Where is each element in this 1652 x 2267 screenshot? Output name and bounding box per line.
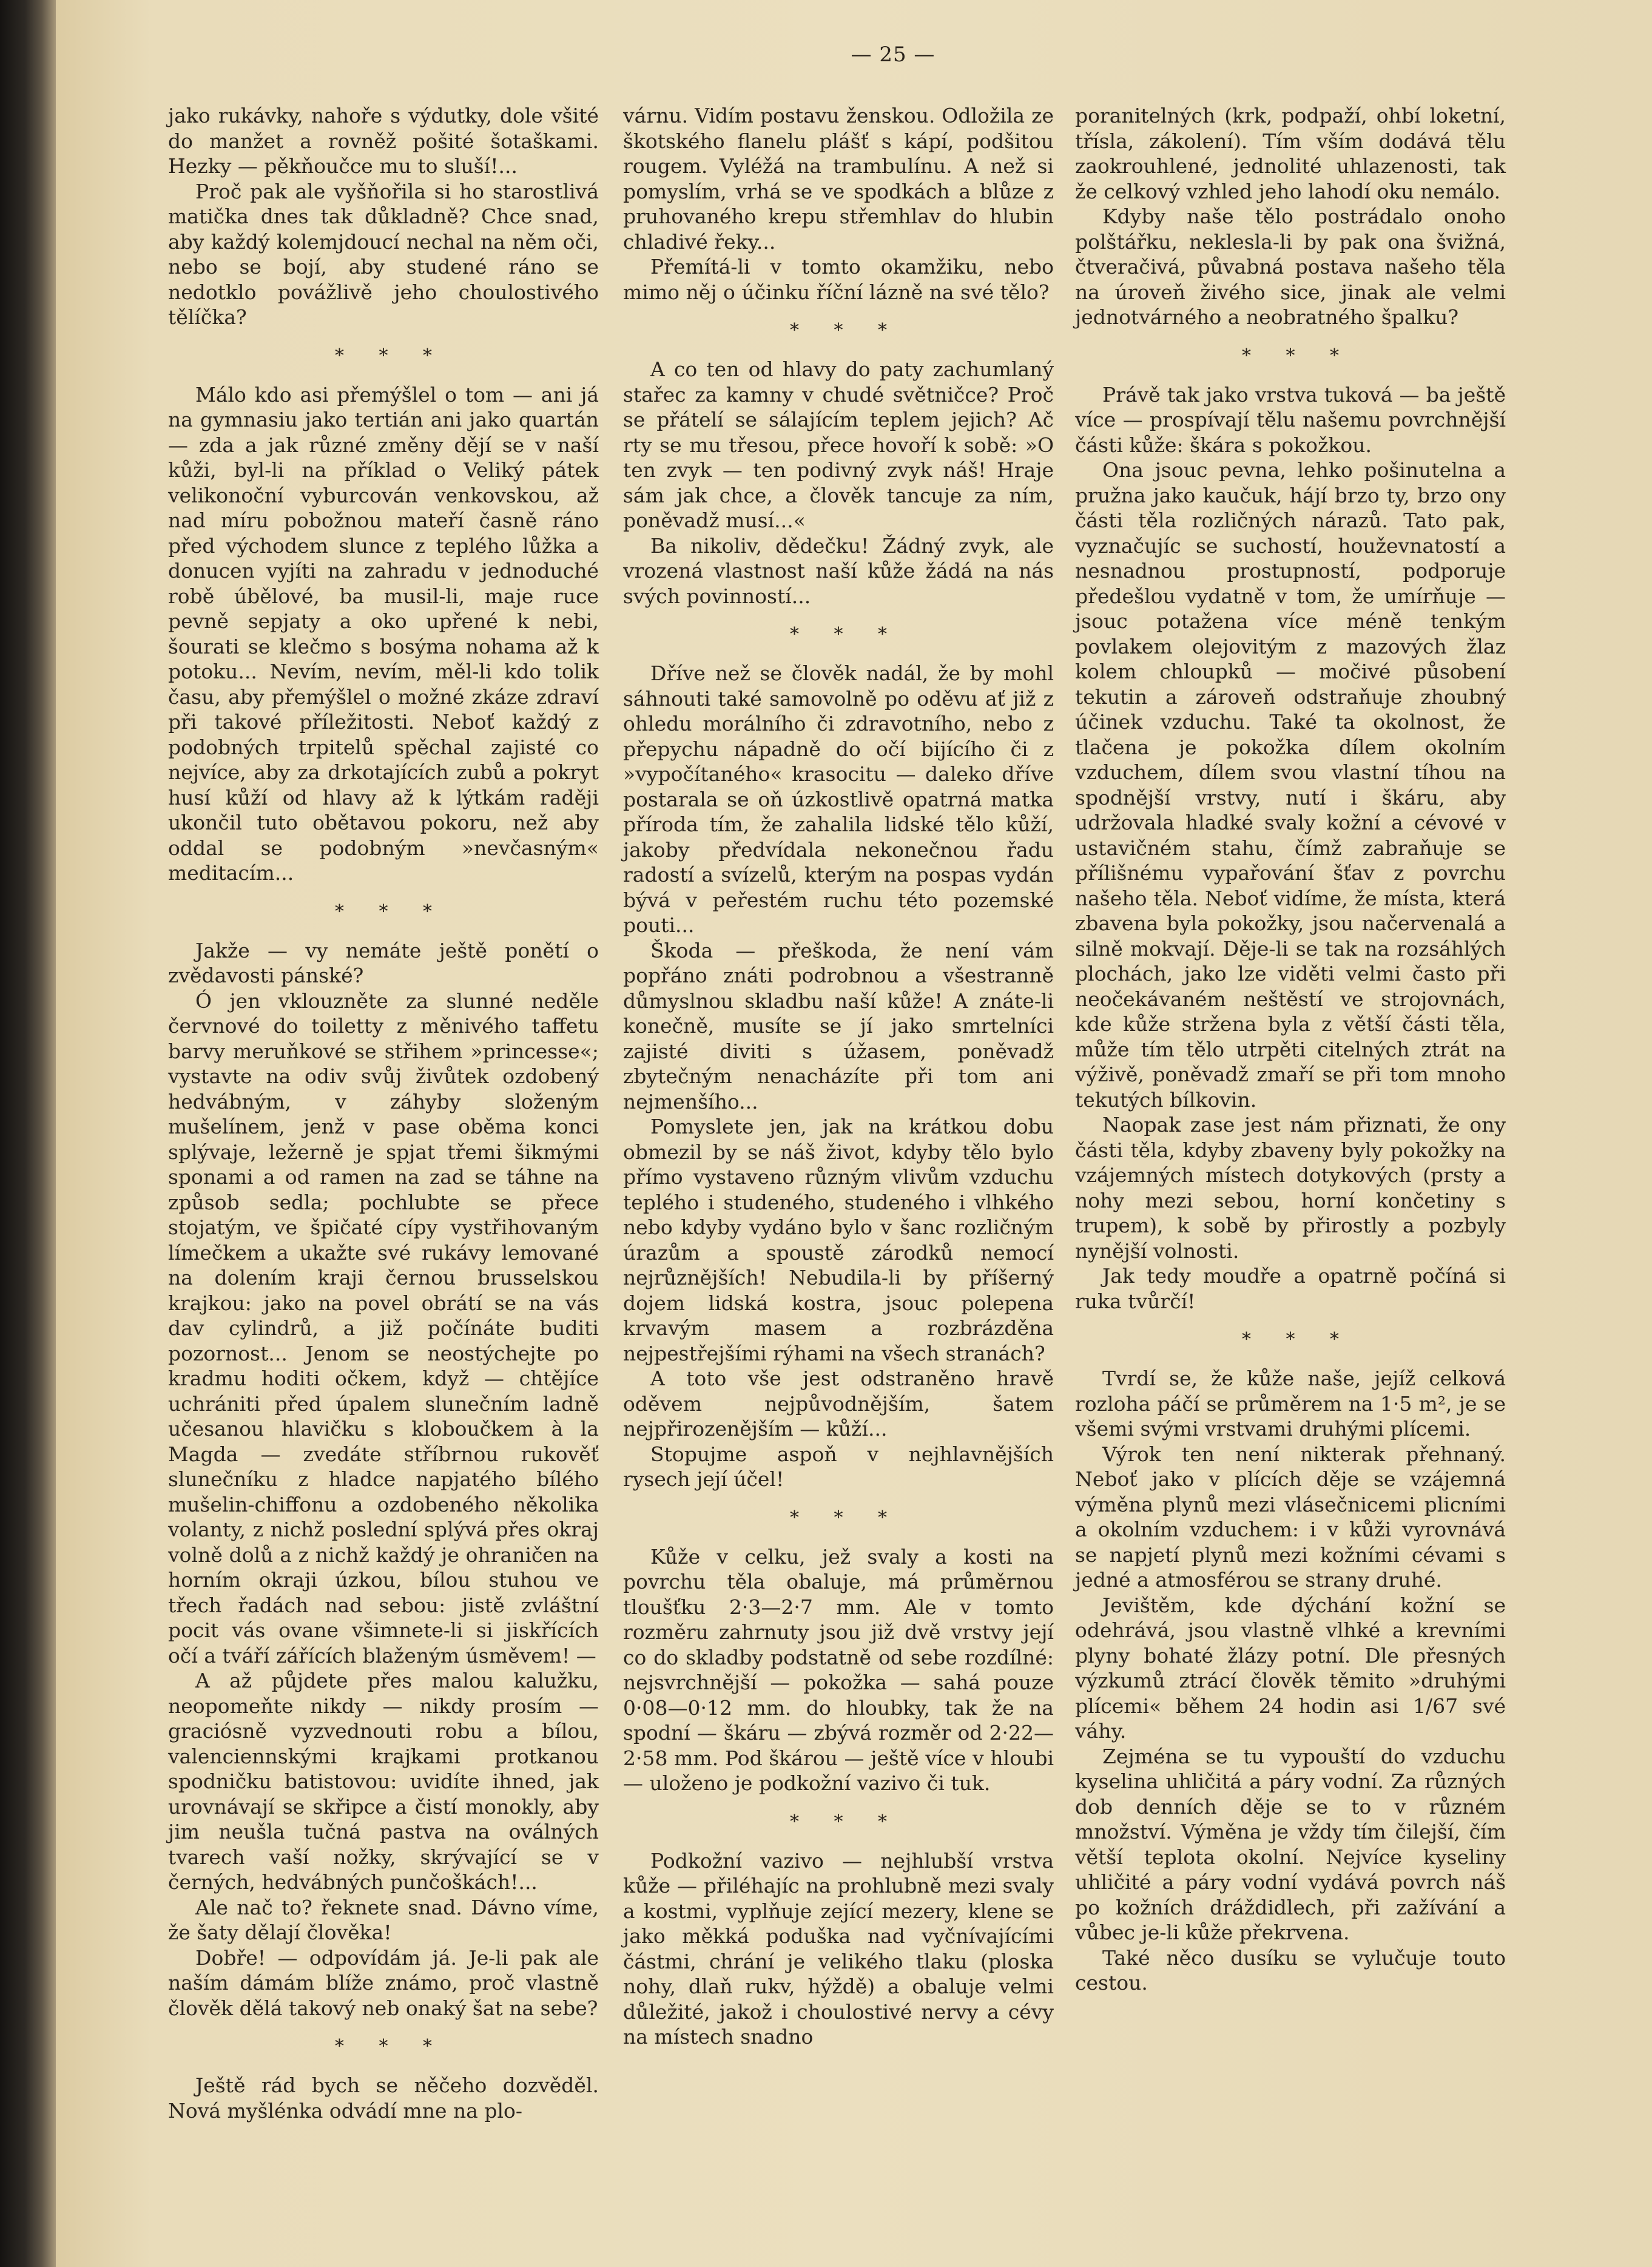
paragraph: Jak tedy moudře a opatrně počíná si ruka tvůrčí! (1075, 1264, 1506, 1313)
paragraph: Dobře! — odpovídám já. Je-li pak ale naším dámám blíže známo, proč vlastně člověk dělá takový neb onaký šat na sebe? (168, 1945, 599, 2020)
paragraph: Málo kdo asi přemýšlel o tom — ani já na gymnasiu jako tertián ani jako quartán — zda a jak různé změny dějí se v naší kůži, byl-li na příklad o Veliký pátek velikonoční vyburcován venkovskou, až nad míru pobožnou mateří časně ráno před východem slunce z teplého lůžka a donucen vyjíti na zahradu v jednoduché robě úbělové, ba musil-li, maje ruce pevně sepjaty a oko upřené k nebi, šourati se klečmo s bosýma nohama až k potoku... Nevím, nevím, měl-li kdo tolik času, aby přemýšlel o možné zkáze zdraví při takové příležitosti. Neboť každý z podobných trpitelů spěchal zajisté co nejvíce, aby za drkotajících zubů a pokryt husí kůží od hlavy až k lýtkám raději ukončil tuto obětavou pokoru, než aby oddal se podobným »nevčasným« meditacím... (168, 382, 599, 885)
paragraph: Stopujme aspoň v nejhlavnějších rysech její účel! (623, 1442, 1054, 1491)
paragraph: Ještě rád bych se něčeho dozvěděl. Nová myšlénka odvádí mne na plo- (168, 2073, 599, 2123)
paragraph: Ona jsouc pevna, lehko pošinutelna a pružna jako kaučuk, hájí brzo ty, brzo ony části těla rozličných nárazů. Tato pak, vyznačujíc se suchostí, houževnatostí a nesnadnou prostupností, podporuje předešlou vydatně v tom, že umírňuje — jsouc potažena více méně tenkým povlakem olejovitým z mazových žlaz kolem chloupků — močivé působení tekutin a zároveň odstraňuje zhoubný účinek vzduchu. Také ta okolnost, že tlačena je pokožka dílem okolním vzduchem, dílem svou vlastní tíhou na spodnější vrstvy, nutí i škáru, aby udržovala hladké svaly kožní a cévové v ustavičném stahu, čímž zabraňuje se přílišnému vypařování šťav z povrchu našeho těla. Neboť vidíme, že místa, která zbavena byla pokožky, jsou načervenalá a silně mokvají. Děje-li se tak na rozsáhlých plochách, jako lze viděti velmi často při neočekávaném neštěstí ve strojovnách, kde kůže stržena byla z větší části těla, může tím tělo utrpěti citelných ztrát na výživě, poněvadž zmaří se při tom mnoho tekutých bílkovin. (1075, 458, 1506, 1112)
paragraph: Naopak zase jest nám přiznati, že ony části těla, kdyby zbaveny byly pokožky na vzájemných místech dotykových (prsty a nohy mezi sebou, horní končetiny s trupem), k sobě by přirostly a pozbyly nynější volnosti. (1075, 1113, 1506, 1263)
section-separator: * * * (1241, 1329, 1354, 1350)
section-separator: * * * (789, 1811, 902, 1833)
paragraph: jako rukávky, nahoře s výdutky, dole všité do manžet a rovněž pošité šotaškami. Hezky — pěkňoučce mu to sluší!... (168, 104, 599, 178)
paragraph: A toto vše jest odstraněno hravě oděvem nejpůvodnějším, šatem nejpřirozenějším — kůží... (623, 1367, 1054, 1441)
paragraph: Jakže — vy nemáte ještě ponětí o zvědavosti pánské? (168, 938, 599, 987)
paragraph: Výrok ten není nikterak přehnaný. Neboť jako v plících děje se vzájemná výměna plynů mezi vlásečnicemi plicními a okolním vzduchem: i v kůži vyrovnává se napjetí plynů mezi kožními cévami s jedné a atmosférou se strany druhé. (1075, 1442, 1506, 1592)
paragraph: A co ten od hlavy do paty zachumlaný stařec za kamny v chudé světničce? Proč se přátelí se sálajícím teplem jejich? Ač rty se mu třesou, přece hovoří k sobě: »O ten zvyk — ten podivný zvyk náš! Hraje sám jak chce, a člověk tancuje za ním, poněvadž musí...« (623, 357, 1054, 532)
section-separator: * * * (334, 900, 447, 922)
paragraph: Dříve než se člověk nadál, že by mohl sáhnouti také samovolně po oděvu ať již z ohledu morálního či zdravotního, nebo z přepychu nápadně do očí bijícího či z »vypočítaného« krasocitu — daleko dříve postarala se oň úzkostlivě opatrná matka příroda tím, že zahalila lidské tělo kůží, jakoby předvídala nekonečnou řadu radostí a svízelů, kterým na pospas vydán bývá v peřestém ruchu této pozemské pouti... (623, 661, 1054, 937)
page (56, 0, 1652, 2267)
paragraph: Ale nač to? řeknete snad. Dávno víme, že šaty dělají člověka! (168, 1895, 599, 1944)
paragraph: várnu. Vidím postavu ženskou. Odložila ze škotského flanelu plášť s kápí, podšitou rougem. Vyléžá na trambulínu. A než si pomyslím, vrhá se ve spodkách a blůze z pruhovaného krepu střemhlav do hlubin chladivé řeky... (623, 104, 1054, 254)
paragraph: Kdyby naše tělo postrádalo onoho polštářku, neklesla-li by pak ona švižná, čtveračivá, půvabná postava našeho těla na úroveň živého sice, jinak ale velmi jednotvárného a neobratného špalku? (1075, 204, 1506, 329)
column-2 (623, 103, 1054, 2050)
section-separator: * * * (789, 1507, 902, 1529)
paragraph: Také něco dusíku se vylučuje touto cestou. (1075, 1945, 1506, 1995)
paragraph: Podkožní vazivo — nejhlubší vrstva kůže — přiléhajíc na prohlubně mezi svaly a kostmi, vyplňuje zející mezery, klene se jako měkká poduška nad vyčnívajícími částmi, chrání je velikého tlaku (ploska nohy, dlaň rukv, hýždě) a obaluje velmi důležité, jakož i choulostivé nervy a cévy na místech snadno (623, 1848, 1054, 2049)
paragraph: Zejména se tu vypouští do vzduchu kyselina uhličitá a páry vodní. Za různých dob denních děje se to v různém množství. Výměna je vždy tím čilejší, čím větší teplota okolní. Nejvíce kyseliny uhličité a páry vodní vydává povrch náš po kožních dráždidlech, při zažívání a vůbec je-li kůže překrvena. (1075, 1744, 1506, 1944)
paragraph: Proč pak ale vyšňořila si ho starostlivá matička dnes tak důkladně? Chce snad, aby každý kolemjdoucí nechal na něm oči, nebo se bojí, aby studené ráno se nedotklo povážlivě jeho choulostivého tělíčka? (168, 179, 599, 329)
paragraph: Ba nikoliv, dědečku! Žádný zvyk, ale vrozená vlastnost naší kůže žádá na nás svých povinností... (623, 533, 1054, 608)
column-1 (168, 103, 599, 2123)
paragraph: Právě tak jako vrstva tuková — ba ještě více — prospívají tělu našemu povrchnější části kůže: škára s pokožkou. (1075, 382, 1506, 457)
paragraph: Jevištěm, kde dýchání kožní se odehrává, jsou vlastně vlhké a krevními plyny bohaté žlázy potní. Dle přesných výzkumů ztrácí člověk těmito »druhými plícemi« během 24 hodin asi 1/67 své váhy. (1075, 1593, 1506, 1743)
book-spine-shadow (0, 0, 56, 2267)
section-separator: * * * (334, 345, 447, 367)
section-separator: * * * (789, 624, 902, 645)
paragraph: Přemítá-li v tomto okamžiku, nebo mimo něj o účinku říční lázně na své tělo? (623, 255, 1054, 304)
section-separator: * * * (334, 2036, 447, 2057)
paragraph: Tvrdí se, že kůže naše, jejíž celková rozloha páčí se průměrem na 1·5 m², je se všemi svými vrstvami druhými plícemi. (1075, 1367, 1506, 1441)
section-separator: * * * (1241, 345, 1354, 367)
paragraph: Ó jen vklouzněte za slunné neděle červnové do toiletty z měnivého taffetu barvy meruňkové se střihem »princesse«; vystavte na odiv svůj živůtek ozdobený hedvábným, v záhyby složeným mušelínem, jenž v pase oběma konci splývaje, ležerně je spjat třemi šikmými sponami a od ramen na zad se táhne na způsob sedla; pochlubte se přece stojatým, ve špičaté cípy vystřihovaným límečkem a ukažte své rukávy lemované na dolením kraji černou brusselskou krajkou: jako na povel obrátí se na vás dav cylindrů, a již počínáte buditi pozornost... Jenom se neostýchejte po kradmu hoditi očkem, když — chtějíce uchrániti před úpalem slunečním ladně učesanou hlavičku s kloboučkem à la Magda — zvedáte stříbrnou rukověť slunečníku z hladce napjatého bílého mušelin-chiffonu a ozdobeného několika volanty, z nichž poslední splývá přes okraj volně dolů a z nichž každý je ohraničen na horním okraji úzkou, bílou stuhou ve třech řadách nad sebou: jistě zvláštní pocit vás ovane všimnete-li si jiskřících očí a tváří zářících blaženým úsměvem! — (168, 988, 599, 1667)
paragraph: Pomyslete jen, jak na krátkou dobu obmezil by se náš život, kdyby tělo bylo přímo vystaveno různým vlivům vzduchu teplého i studeného, studeného i vlhkého nebo kdyby vydáno bylo v šanc rozličným úrazům a spoustě zárodků nemocí nejrůznějších! Nebudila-li by příšerný dojem lidská kostra, jsouc polepena krvavým masem a rozbrázděna nejpestřejšími rýhami na všech stranách? (623, 1115, 1054, 1365)
section-separator: * * * (789, 320, 902, 341)
page-number: — 25 — (851, 42, 936, 67)
paragraph: poranitelných (krk, podpaží, ohbí loketní, tříslа, zákolení). Tím vším dodává tělu zaokrouhlené, jednolité uhlazenosti, tak že celkový vzhled jeho lahodí oku nemálo. (1075, 104, 1506, 203)
paragraph: Škoda — přeškoda, že není vám popřáno znáti podrobnou a všestranně důmyslnou skladbu naší kůže! A znáte-li konečně, musíte se jí jako smrtelníci zajisté diviti s úžasem, poněvadž zbytečným nenacházíte při tom ani nejmenšího... (623, 938, 1054, 1113)
paragraph: Kůže v celku, jež svaly a kosti na povrchu těla obaluje, má průměrnou tloušťku 2·3—2·7 mm. Ale v tomto rozměru zahrnuty jsou již dvě vrstvy její co do skladby podstatně od sebe rozdílné: nejsvrchnější — pokožka — sahá pouze 0·08—0·12 mm. do hloubky, tak že na spodní — škáru — zbývá rozměr od 2·22—2·58 mm. Pod škárou — ještě více v hloubi — uloženo je podkožní vazivo či tuk. (623, 1544, 1054, 1795)
paragraph: A až půjdete přes malou kalužku, neopomeňte nikdy — nikdy prosím — graciósně vyzvednouti robu a bílou, valenciennskými krajkami protkanou spodničku batistovou: uvidíte ihned, jak urovnávají se skřipce a čistí monokly, aby jim neušla tučná pastva na oválných tvarech vaší nožky, skrývající se v černých, hedvábných punčoškách!... (168, 1669, 599, 1894)
column-3 (1075, 103, 1506, 1996)
